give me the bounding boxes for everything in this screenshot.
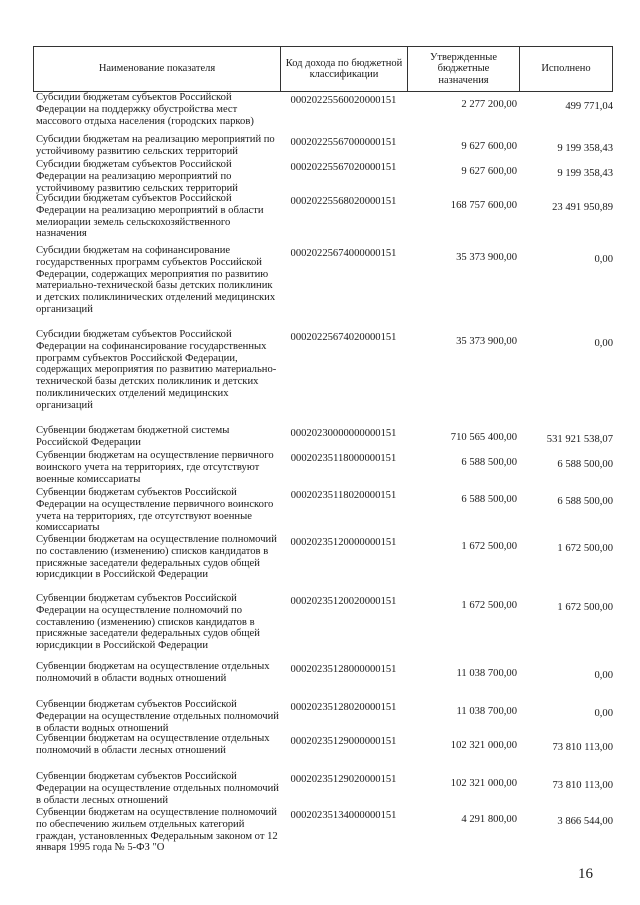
row-done: 73 810 113,00 bbox=[552, 780, 613, 791]
row-name: Субвенции бюджетам субъектов Российской Федерации на осуществление первичного воинского учета на территориях, где отсутствуют военные комиссариаты bbox=[36, 487, 274, 534]
row-plan: 710 565 400,00 bbox=[450, 432, 517, 443]
row-done: 9 199 358,43 bbox=[557, 168, 613, 179]
row-done: 1 672 500,00 bbox=[557, 543, 613, 554]
row-name: Субвенции бюджетам на осуществление полномочий по составлению (изменению) списков кандидатов в присяжные заседатели федеральных судов общей юрисдикции в Российской Федерации bbox=[36, 534, 277, 581]
row-name: Субсидии бюджетам субъектов Российской Федерации на реализацию мероприятий в области мелиорации земель сельскохозяйственного назначения bbox=[36, 193, 264, 240]
table-row bbox=[33, 329, 613, 425]
row-plan: 11 038 700,00 bbox=[456, 668, 517, 679]
row-code: 00020225674000000151 bbox=[290, 248, 397, 259]
row-plan: 35 373 900,00 bbox=[456, 336, 517, 347]
table-row bbox=[33, 534, 613, 593]
row-code: 00020235129000000151 bbox=[290, 736, 397, 747]
table-row bbox=[33, 134, 613, 159]
row-name: Субсидии бюджетам субъектов Российской Федерации на реализацию мероприятий по устойчивому развитию сельских территорий bbox=[36, 159, 238, 194]
table-row bbox=[33, 733, 613, 771]
table-row bbox=[33, 425, 613, 450]
table-body bbox=[33, 92, 613, 861]
page-number: 16 bbox=[578, 866, 593, 882]
header-plan: Утвержденные бюджетные назначения bbox=[408, 47, 520, 91]
row-name: Субсидии бюджетам субъектов Российской Федерации на поддержку обустройства мест массового отдыха населения (городских парков) bbox=[36, 92, 254, 127]
row-code: 00020225567000000151 bbox=[290, 137, 397, 148]
row-plan: 102 321 000,00 bbox=[450, 740, 517, 751]
row-code: 00020235120020000151 bbox=[290, 596, 397, 607]
table-row bbox=[33, 807, 613, 861]
row-code: 00020225568020000151 bbox=[290, 196, 397, 207]
table-row bbox=[33, 661, 613, 699]
row-code: 00020235129020000151 bbox=[290, 774, 397, 785]
row-name: Субвенции бюджетам субъектов Российской Федерации на осуществление отдельных полномочий в области водных отношений bbox=[36, 699, 279, 734]
header-code: Код дохода по бюджетной классификации bbox=[281, 47, 408, 91]
row-plan: 2 277 200,00 bbox=[461, 99, 517, 110]
table-row bbox=[33, 593, 613, 661]
row-code: 00020235118020000151 bbox=[290, 490, 397, 501]
row-done: 23 491 950,89 bbox=[552, 202, 613, 213]
table-row bbox=[33, 771, 613, 807]
row-name: Субвенции бюджетам на осуществление первичного воинского учета на территориях, где отсутствуют военные комиссариаты bbox=[36, 450, 274, 485]
row-code: 00020235118000000151 bbox=[290, 453, 397, 464]
row-name: Субвенции бюджетам бюджетной системы Российской Федерации bbox=[36, 425, 230, 448]
row-plan: 1 672 500,00 bbox=[461, 541, 517, 552]
row-done: 9 199 358,43 bbox=[557, 143, 613, 154]
header-done: Исполнено bbox=[541, 63, 591, 75]
row-code: 00020230000000000151 bbox=[290, 428, 397, 439]
row-plan: 9 627 600,00 bbox=[461, 141, 517, 152]
row-plan: 102 321 000,00 bbox=[450, 778, 517, 789]
row-code: 00020235128000000151 bbox=[290, 664, 397, 675]
row-code: 00020235128020000151 bbox=[290, 702, 397, 713]
row-code: 00020225560020000151 bbox=[290, 95, 397, 106]
row-done: 1 672 500,00 bbox=[557, 602, 613, 613]
row-plan: 4 291 800,00 bbox=[461, 814, 517, 825]
row-plan: 1 672 500,00 bbox=[461, 600, 517, 611]
table-row bbox=[33, 159, 613, 193]
row-done: 73 810 113,00 bbox=[552, 742, 613, 753]
row-name: Субвенции бюджетам на осуществление отдельных полномочий в области водных отношений bbox=[36, 661, 270, 684]
row-plan: 168 757 600,00 bbox=[450, 200, 517, 211]
row-name: Субвенции бюджетам субъектов Российской Федерации на осуществление полномочий по составлению (изменению) списков кандидатов в присяжные заседатели федеральных судов общей юрисдикции в Российской Федерации bbox=[36, 593, 260, 652]
row-plan: 6 588 500,00 bbox=[461, 457, 517, 468]
table-row bbox=[33, 92, 613, 134]
table-row bbox=[33, 450, 613, 487]
row-name: Субсидии бюджетам субъектов Российской Федерации на софинансирование государственных программ субъектов Российской Федерации, содержащих мероприятия по развитию материально-технической базы детских поликлиник и детских поликлинических отделений медицинских организаций bbox=[36, 329, 277, 411]
table-row bbox=[33, 193, 613, 245]
row-done: 6 588 500,00 bbox=[557, 496, 613, 507]
row-name: Субвенции бюджетам на осуществление полномочий по обеспечению жильем отдельных категорий граждан, установленных Федеральным законом от 12 января 1995 года № 5-ФЗ "О bbox=[36, 807, 278, 854]
row-name: Субсидии бюджетам на софинансирование государственных программ субъектов Российской Федерации, содержащих мероприятия по развитию материально-технической базы детских поликлиник и детских поликлинических отделений медицинских организаций bbox=[36, 245, 276, 315]
row-done: 3 866 544,00 bbox=[557, 816, 613, 827]
row-done: 6 588 500,00 bbox=[557, 459, 613, 470]
row-plan: 9 627 600,00 bbox=[461, 166, 517, 177]
row-code: 00020225567020000151 bbox=[290, 162, 397, 173]
row-code: 00020235120000000151 bbox=[290, 537, 397, 548]
row-plan: 6 588 500,00 bbox=[461, 494, 517, 505]
row-code: 00020235134000000151 bbox=[290, 810, 397, 821]
row-done: 531 921 538,07 bbox=[546, 434, 613, 445]
row-done: 0,00 bbox=[594, 708, 613, 719]
row-done: 0,00 bbox=[594, 254, 613, 265]
row-plan: 11 038 700,00 bbox=[456, 706, 517, 717]
table-row bbox=[33, 245, 613, 329]
row-done: 0,00 bbox=[594, 338, 613, 349]
row-done: 0,00 bbox=[594, 670, 613, 681]
row-code: 00020225674020000151 bbox=[290, 332, 397, 343]
row-done: 499 771,04 bbox=[565, 101, 613, 112]
row-plan: 35 373 900,00 bbox=[456, 252, 517, 263]
table-header bbox=[33, 46, 613, 92]
row-name: Субвенции бюджетам на осуществление отдельных полномочий в области лесных отношений bbox=[36, 733, 270, 756]
row-name: Субвенции бюджетам субъектов Российской Федерации на осуществление отдельных полномочий в области лесных отношений bbox=[36, 771, 279, 806]
table-row bbox=[33, 487, 613, 534]
row-name: Субсидии бюджетам на реализацию мероприятий по устойчивому развитию сельских территорий bbox=[36, 134, 275, 157]
table-row bbox=[33, 699, 613, 733]
header-name: Наименование показателя bbox=[34, 47, 281, 91]
